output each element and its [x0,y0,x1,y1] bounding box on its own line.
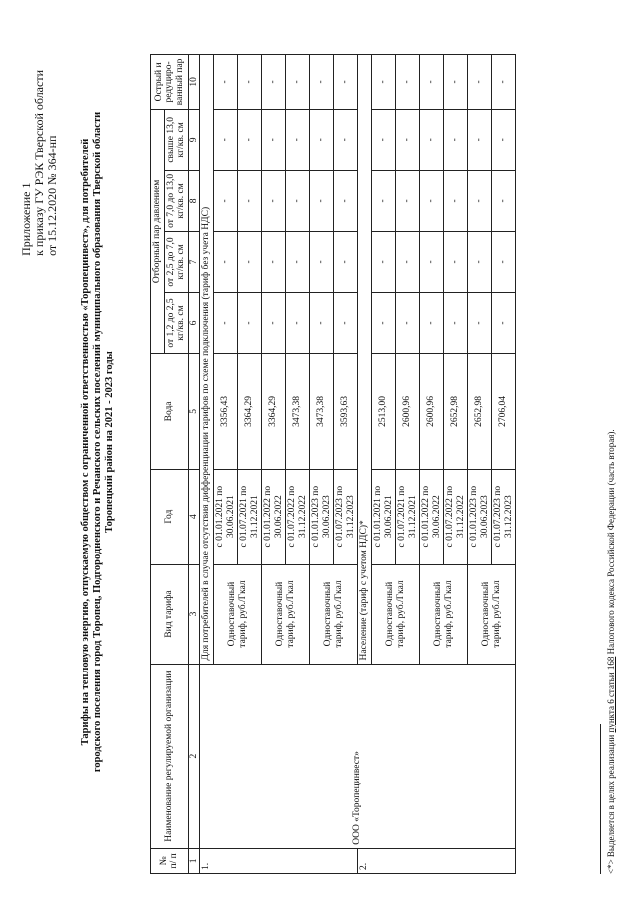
dash-cell: - [286,55,310,110]
dash-cell: - [334,292,358,353]
dash-cell: - [286,170,310,231]
row-num: 2. [358,848,516,873]
water-value: 3593,63 [334,354,358,470]
header-sharp: Острый и редуциро-ванный пар [151,55,189,110]
dash-cell: - [262,170,286,231]
dash-cell: - [396,292,420,353]
year-cell: с 01.01.2021 по 30.06.2021 [214,469,238,564]
year-cell: с 01.01.2022 по 30.06.2022 [262,469,286,564]
dash-cell: - [310,170,334,231]
dash-cell: - [214,292,238,353]
annex-line: Приложение 1 [19,182,33,256]
annex-line: к приказу ГУ РЭК Тверской области [32,70,46,256]
tariff-type: Одноставочный тариф, руб./Гкал [420,564,468,664]
colnum: 6 [188,292,200,353]
dash-cell: - [238,231,262,292]
dash-cell: - [334,170,358,231]
year-cell: с 01.07.2023 по 31.12.2023 [492,469,516,564]
org-name: ООО «Торопецинвест» [200,664,516,848]
dash-cell: - [214,231,238,292]
tariff-type: Одноставочный тариф, руб./Гкал [372,564,420,664]
header-steam: Отборный пар давлением [151,109,165,353]
tariff-table [150,54,516,874]
water-value: 3473,38 [286,354,310,470]
dash-cell: - [396,170,420,231]
dash-cell: - [262,292,286,353]
dash-cell: - [396,231,420,292]
colnum: 7 [188,231,200,292]
dash-cell: - [444,55,468,110]
colnum: 9 [188,109,200,170]
tariff-type: Одноставочный тариф, руб./Гкал [262,564,310,664]
colnum: 5 [188,354,200,470]
header-p2: от 2,5 до 7,0 кг/кв. см [164,231,188,292]
dash-cell: - [286,292,310,353]
dash-cell: - [372,231,396,292]
water-value: 2600,96 [420,354,444,470]
year-cell: с 01.01.2021 по 30.06.2021 [372,469,396,564]
dash-cell: - [468,170,492,231]
water-value: 2600,96 [396,354,420,470]
dash-cell: - [214,109,238,170]
dash-cell: - [334,109,358,170]
year-cell: с 01.01.2023 по 30.06.2023 [468,469,492,564]
header-num: № п/ п [151,848,189,873]
water-value: 2652,98 [468,354,492,470]
header-org: Наименование регулируемой организации [151,664,189,848]
dash-cell: - [238,55,262,110]
water-value: 2652,98 [444,354,468,470]
dash-cell: - [214,170,238,231]
row-num: 1. [200,848,358,873]
dash-cell: - [372,109,396,170]
section-label: Для потребителей в случае отсутствия дифференциации тарифов по схеме подключения (тариф без учета НДС) [200,55,214,665]
dash-cell: - [468,292,492,353]
dash-cell: - [286,231,310,292]
tariff-type: Одноставочный тариф, руб./Гкал [310,564,358,664]
colnum: 10 [188,55,200,110]
dash-cell: - [372,292,396,353]
title-line: Торопецкий район на 2021 - 2023 годы [104,351,115,533]
dash-cell: - [238,170,262,231]
colnum: 2 [188,664,200,848]
dash-cell: - [214,55,238,110]
dash-cell: - [334,55,358,110]
footnote-link[interactable]: пункта 6 статьи 168 [606,656,616,733]
dash-cell: - [262,109,286,170]
footnote [600,429,616,874]
dash-cell: - [468,109,492,170]
header-p4: свыше 13,0 кг/кв. см [164,109,188,170]
dash-cell: - [262,231,286,292]
water-value: 3364,29 [262,354,286,470]
section-label: Население (тариф с учетом НДС)* [358,55,372,665]
title-line: Тарифы на тепловую энергию, отпускаемую обществом с ограниченной ответственностью «Торопецинвест», для потребителей [80,138,91,746]
tariff-type: Одноставочный тариф, руб./Гкал [214,564,262,664]
year-cell: с 01.07.2022 по 31.12.2022 [286,469,310,564]
year-cell: с 01.07.2022 по 31.12.2022 [444,469,468,564]
dash-cell: - [286,109,310,170]
dash-cell: - [238,292,262,353]
dash-cell: - [238,109,262,170]
dash-cell: - [492,109,516,170]
dash-cell: - [444,231,468,292]
dash-cell: - [420,292,444,353]
dash-cell: - [420,109,444,170]
header-p3: от 7,0 до 13,0 кг/кв. см [164,170,188,231]
water-value: 3473,38 [310,354,334,470]
year-cell: с 01.07.2023 по 31.12.2023 [334,469,358,564]
dash-cell: - [492,292,516,353]
footnote-text: Налогового кодекса Российской Федерации (часть вторая). [606,429,616,657]
tariff-type: Одноставочный тариф, руб./Гкал [468,564,516,664]
annex-header [20,70,59,256]
colnum: 1 [188,848,200,873]
dash-cell: - [372,55,396,110]
colnum: 8 [188,170,200,231]
dash-cell: - [310,292,334,353]
colnum: 4 [188,469,200,564]
dash-cell: - [396,109,420,170]
header-type: Вид тарифа [151,564,189,664]
dash-cell: - [420,231,444,292]
dash-cell: - [468,231,492,292]
dash-cell: - [444,170,468,231]
water-value: 3356,43 [214,354,238,470]
header-year: Год [151,469,189,564]
dash-cell: - [372,170,396,231]
dash-cell: - [420,55,444,110]
footnote-text: <*> Выделяется в целях реализации [606,732,616,874]
annex-line: от 15.12.2020 № 364-нп [45,135,59,256]
dash-cell: - [334,231,358,292]
dash-cell: - [492,231,516,292]
dash-cell: - [262,55,286,110]
dash-cell: - [492,55,516,110]
dash-cell: - [492,170,516,231]
header-water: Вода [151,354,189,470]
dash-cell: - [310,231,334,292]
dash-cell: - [396,55,420,110]
dash-cell: - [310,109,334,170]
dash-cell: - [420,170,444,231]
water-value: 2706,04 [492,354,516,470]
year-cell: с 01.01.2023 по 30.06.2023 [310,469,334,564]
dash-cell: - [444,292,468,353]
year-cell: с 01.07.2021 по 31.12.2021 [396,469,420,564]
dash-cell: - [310,55,334,110]
dash-cell: - [468,55,492,110]
water-value: 2513,00 [372,354,396,470]
document-title [80,40,116,844]
footnote-divider [600,724,601,874]
water-value: 3364,29 [238,354,262,470]
colnum: 3 [188,564,200,664]
year-cell: с 01.07.2021 по 31.12.2021 [238,469,262,564]
dash-cell: - [444,109,468,170]
title-line: городского поселения город Торопец, Подгородненского и Речанского сельских поселений муниципального образования Тверской области [92,111,103,773]
header-p1: от 1,2 до 2,5 кг/кв. см [164,292,188,353]
year-cell: с 01.01.2022 по 30.06.2022 [420,469,444,564]
